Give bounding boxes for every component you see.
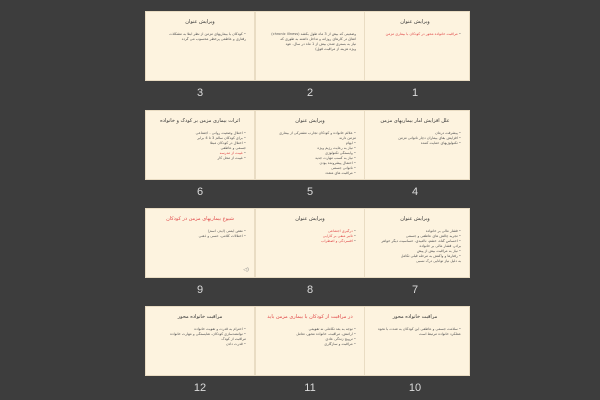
slide-body-line: برادر، فشار مالی بر خانواده — [419, 244, 461, 248]
slide-body-line: • نیاز به مراقبت بیش از پیش — [369, 249, 461, 254]
slide-body-line: عملکرد خانواده مرتبط است — [418, 332, 461, 336]
slide-preview[interactable] — [255, 110, 365, 180]
slide-thumbnail-8[interactable] — [255, 208, 365, 298]
slide-body — [154, 32, 246, 76]
slide-body — [264, 131, 356, 175]
slide-body — [369, 327, 461, 371]
slide-preview[interactable] — [145, 110, 255, 180]
slide-thumbnail-3[interactable] — [145, 11, 255, 101]
slide-body-line: • توانمندسازی کودکان، شایستگی و مهارت خانواده — [154, 332, 246, 337]
slide-body — [154, 229, 246, 273]
slide-body-line: • افسردگی و اضطراب — [264, 239, 356, 244]
slide-title: ویرایش عنوان — [400, 19, 430, 25]
slide-body-line: ویژه هزینه از مراقبت فوق) — [315, 47, 356, 51]
slide-body-line: به دلیل نیاز توانایی درک نسبی — [416, 259, 461, 263]
slide-body-line: • غیبت از محل کار — [154, 156, 246, 161]
slide-thumbnail-2[interactable] — [255, 11, 365, 101]
slide-body — [264, 229, 356, 273]
slide-number: 2 — [306, 87, 314, 99]
slide-body — [154, 131, 246, 175]
slide-title: مراقبت خانواده محور — [392, 314, 438, 320]
slide-body — [369, 229, 461, 273]
slide-title: ویرایش عنوان — [295, 216, 325, 222]
slide-title: ویرایش عنوان — [400, 216, 430, 222]
slide-preview[interactable] — [360, 110, 470, 180]
slide-number: 11 — [304, 382, 316, 394]
slide-preview[interactable] — [255, 306, 365, 376]
slide-title: اثرات بیماری مزمن بر کودک و خانواده — [160, 118, 240, 124]
slide-thumbnail-9[interactable] — [145, 208, 255, 298]
slide-body-line: • احتمال پیشرونده بودن — [264, 161, 356, 166]
slide-body-line: • برای کودکان سالم 3 تا 4 برابر — [154, 136, 246, 141]
slide-thumbnail-4[interactable] — [360, 110, 470, 200]
slide-body-line: جسمی و عاطفی — [220, 146, 246, 150]
slide-body-line: • ابهام — [264, 141, 356, 146]
slide-body-line: • اختلال وضعیت روانی - اجتماعی — [154, 131, 246, 136]
slide-thumbnail-10[interactable] — [360, 306, 470, 396]
slide-title: مراقبت خانواده محور — [177, 314, 223, 320]
slide-number: 10 — [408, 382, 422, 394]
slide-body-line: • مراقبت و سازگاری — [264, 342, 356, 347]
slide-title: علل افزایش آمار بیماریهای مزمن — [380, 118, 450, 124]
slide-body — [369, 32, 461, 76]
slide-preview[interactable] — [145, 306, 255, 376]
slide-title: در مراقبت از کودکان با بیماری مزمن باید — [267, 314, 353, 320]
slide-body-line: • احترام به قدرت و تقویت خانواده — [154, 327, 246, 332]
slide-body-line: • تاثیر منفی بر کارایی — [264, 234, 356, 239]
slide-number: 9 — [196, 284, 204, 296]
slide-title: ویرایش عنوان — [185, 19, 215, 25]
slide-body-line: • فشار مالی بر خانواده — [369, 229, 461, 234]
slide-body-line: • اختلالات کلامی، حسی و ذهنی — [154, 234, 246, 239]
slide-thumbnail-1[interactable] — [360, 11, 470, 101]
slide-preview[interactable] — [255, 208, 365, 278]
slide-body-line: • غیبت از مدرسه — [154, 151, 246, 156]
slide-body-line: • وابستگی تکنولوژی — [264, 151, 356, 156]
slide-body-line: • علائم خانواده و کودکان تجارب مشترکی از بیماری — [264, 131, 356, 136]
slide-thumbnail-11[interactable] — [255, 306, 365, 396]
slide-body-line: • سلامت جسمی و عاطفی این کودکان به شدت با نحوه — [369, 327, 461, 332]
slide-body-line: اتفاق در کارهای روزانه و تداخل داشته به طوری که — [280, 37, 356, 41]
slide-preview[interactable] — [360, 11, 470, 81]
slide-body-line: • احساس گناه، خشم، ناامیدی، حساسیت دیگر خواهر — [369, 239, 461, 244]
slide-body — [369, 131, 461, 175]
slide-body-line: • نیاز به رعایت رژیم ویژه — [264, 146, 356, 151]
slide-number: 5 — [306, 186, 314, 198]
slide-body — [264, 32, 356, 76]
slide-body-line: مزمن دارند — [339, 136, 356, 140]
slide-thumbnail-5[interactable] — [255, 110, 365, 200]
slide-title: ویرایش عنوان — [295, 118, 325, 124]
slide-body-line: • نقص ایمنی (ایدز، آسم) — [154, 229, 246, 234]
slide-body-line: • قدرت دادن — [154, 342, 246, 347]
slide-body-line: • کودکان با بیماریهای مزمن از نظر ابتلا به مشکلات — [154, 32, 246, 37]
slide-body-line: • رفتارها و واکنش به مرحله قبلی تکامل — [369, 254, 461, 259]
slide-body — [264, 327, 356, 371]
slide-body-line: • اختلال در کودکان مبتلا — [154, 141, 246, 146]
slide-preview[interactable] — [360, 306, 470, 376]
slide-number: 1 — [411, 87, 419, 99]
slide-body-line: • افزایش بقای بیماران دچار ناتوانی مزمن — [369, 136, 461, 141]
slide-body-line: • ترویج زندگی عادی — [264, 337, 356, 342]
audio-icon[interactable]: ◁) — [243, 267, 249, 273]
slide-body-line: • مراقبت خانواده محور در کودکان با بیماری مزمن — [369, 32, 461, 37]
slide-body-line: وضعیتی که بیش از 3 ماه طول بکشد (chronic illness) — [271, 32, 356, 36]
slide-body-line: • درگیری اجتماعی — [264, 229, 356, 234]
slide-thumbnail-12[interactable] — [145, 306, 255, 396]
slide-number: 3 — [196, 87, 204, 99]
slide-number: 6 — [196, 186, 204, 198]
slide-preview[interactable] — [255, 11, 365, 81]
slide-body-line: مراقبت از کودک — [221, 337, 246, 341]
slide-body-line: • توجه به بعد تکاملی نه تقویمی — [264, 327, 356, 332]
slide-thumbnail-6[interactable] — [145, 110, 255, 200]
slide-preview[interactable] — [145, 11, 255, 81]
slide-title: شیوع بیماریهای مزمن در کودکان — [166, 216, 234, 222]
slide-body-line: • تجربه چالش های عاطفی و جسمی — [369, 234, 461, 239]
slide-body-line: • نیاز به کسب مهارت جدید — [264, 156, 356, 161]
slide-number: 12 — [193, 382, 207, 394]
slide-preview[interactable] — [360, 208, 470, 278]
slide-body — [154, 327, 246, 371]
slide-preview[interactable] — [145, 208, 255, 278]
slide-number: 7 — [411, 284, 419, 296]
slide-thumbnail-7[interactable] — [360, 208, 470, 298]
slide-number: 4 — [411, 186, 419, 198]
slide-body-line: رفتاری و عاطفی پرخطر محسوب می گردد — [181, 37, 246, 41]
slide-body-line: • ناتوانی جسمی — [264, 166, 356, 171]
slide-body-line: • مراقبت های متعدد — [264, 171, 356, 175]
slide-body-line: • پیشرفت درمان — [369, 131, 461, 136]
slide-body-line: • آرامش، مراقبت، خانواده محور، تعامل — [264, 332, 356, 337]
slide-body-line: نیاز به بستری شدن بیش از 1 ماه در سال، عود — [285, 42, 356, 46]
slide-body-line: • تکنولوژیهای حمایت کننده — [369, 141, 461, 146]
slide-number: 8 — [306, 284, 314, 296]
